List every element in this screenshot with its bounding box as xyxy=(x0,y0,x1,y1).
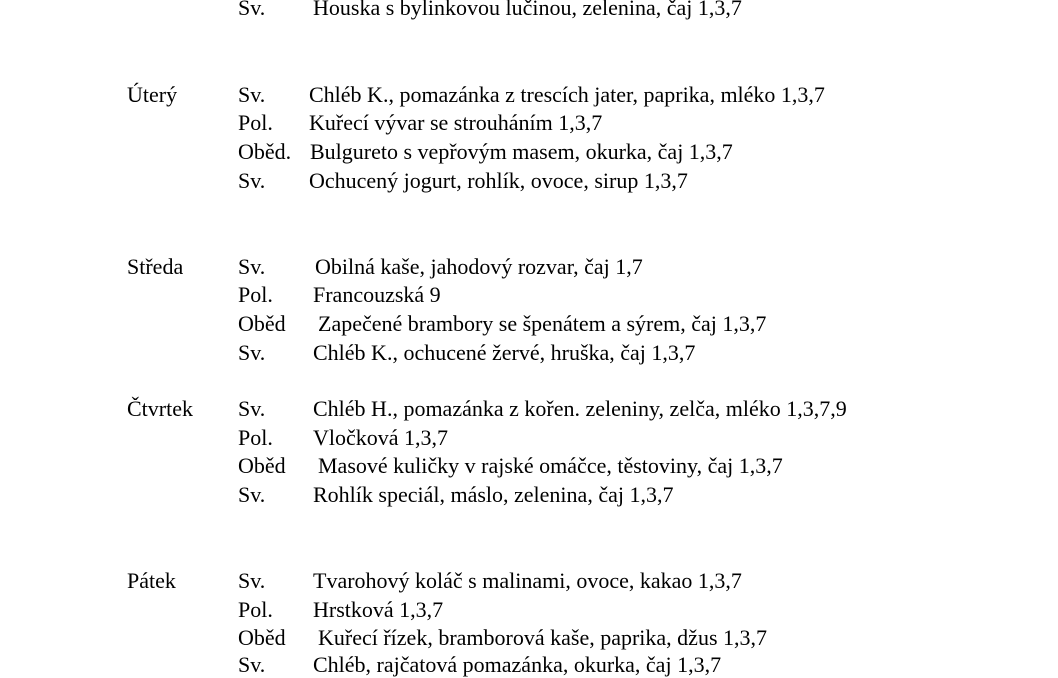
meal-label: Pol. xyxy=(238,425,273,450)
meal-label: Sv. xyxy=(238,340,266,365)
dish-text: Hrstková 1,3,7 xyxy=(313,597,444,622)
dish-text: Vločková 1,3,7 xyxy=(313,425,449,450)
meal-label: Sv. xyxy=(238,568,266,593)
dish-text: Bulgureto s vepřovým masem, okurka, čaj 1,3,7 xyxy=(310,139,733,164)
dish-text: Masové kuličky v rajské omáčce, těstoviny, čaj 1,3,7 xyxy=(318,453,783,478)
day-label-streda: Středa xyxy=(127,254,184,279)
meal-label: Sv. xyxy=(238,652,266,677)
meal-label: Sv. xyxy=(238,482,266,507)
dish-text: Zapečené brambory se špenátem a sýrem, čaj 1,3,7 xyxy=(318,311,767,336)
dish-text: Ochucený jogurt, rohlík, ovoce, sirup 1,3,7 xyxy=(309,168,688,193)
dish-text: Chléb K., pomazánka z trescích jater, paprika, mléko 1,3,7 xyxy=(309,82,825,107)
meal-label: Sv. xyxy=(238,396,266,421)
top-dish-text: Houska s bylinkovou lučinou, zelenina, čaj 1,3,7 xyxy=(313,0,742,20)
meal-label: Sv. xyxy=(238,254,266,279)
dish-text: Chléb H., pomazánka z kořen. zeleniny, zelča, mléko 1,3,7,9 xyxy=(313,396,847,421)
dish-text: Chléb K., ochucené žervé, hruška, čaj 1,3,7 xyxy=(313,340,696,365)
meal-label: Oběd xyxy=(238,453,286,478)
day-label-ctvrtek: Čtvrtek xyxy=(127,396,193,421)
dish-text: Francouzská 9 xyxy=(313,282,441,307)
dish-text: Tvarohový koláč s malinami, ovoce, kakao 1,3,7 xyxy=(313,568,742,593)
meal-label: Oběd xyxy=(238,311,286,336)
meal-label: Oběd. xyxy=(238,139,292,164)
meal-label: Pol. xyxy=(238,282,273,307)
dish-text: Chléb, rajčatová pomazánka, okurka, čaj 1,3,7 xyxy=(313,652,722,677)
meal-label: Pol. xyxy=(238,110,273,135)
dish-text: Obilná kaše, jahodový rozvar, čaj 1,7 xyxy=(315,254,643,279)
meal-label: Pol. xyxy=(238,597,273,622)
dish-text: Rohlík speciál, máslo, zelenina, čaj 1,3,7 xyxy=(313,482,674,507)
meal-label: Oběd xyxy=(238,625,286,650)
dish-text: Kuřecí řízek, bramborová kaše, paprika, džus 1,3,7 xyxy=(318,625,768,650)
dish-text: Kuřecí vývar se strouháním 1,3,7 xyxy=(309,110,603,135)
day-label-utery: Úterý xyxy=(127,82,178,107)
day-label-patek: Pátek xyxy=(127,568,176,593)
top-meal-label: Sv. xyxy=(238,0,266,20)
meal-label: Sv. xyxy=(238,82,266,107)
meal-label: Sv. xyxy=(238,168,266,193)
